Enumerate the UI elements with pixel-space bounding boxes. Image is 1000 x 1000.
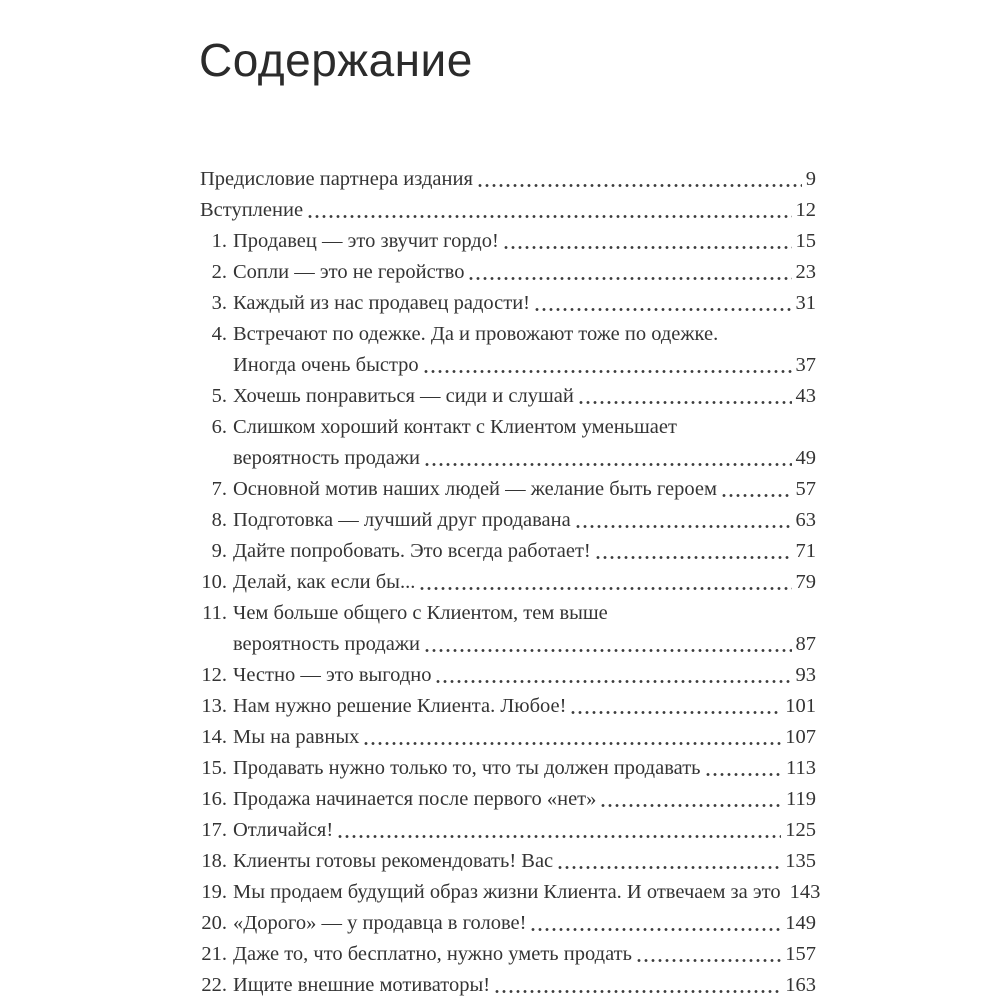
toc-entry: [200, 288, 816, 319]
toc-entry: [200, 536, 816, 567]
entry-page-number: 63: [795, 509, 816, 531]
entry-number: 21.: [201, 943, 227, 965]
entry-number: 1.: [211, 230, 227, 252]
entry-last-line: [233, 908, 816, 939]
entry-content: [233, 319, 816, 381]
entry-content: [233, 598, 816, 660]
dot-leader: [535, 288, 791, 319]
entry-last-line: [233, 877, 821, 908]
entry-last-line: [233, 629, 816, 660]
entry-content: [200, 195, 816, 226]
entry-page-number: 143: [789, 881, 821, 903]
dot-leader: [576, 505, 792, 536]
dot-leader: [558, 846, 781, 877]
entry-title-line: Чем больше общего с Клиентом, тем выше: [233, 602, 608, 624]
entry-content: [233, 846, 816, 877]
entry-number: 4.: [211, 323, 227, 345]
toc-entry: [200, 877, 821, 908]
dot-leader: [637, 939, 781, 970]
entry-title: «Дорого» — у продавца в голове!: [233, 912, 527, 934]
entry-last-line: [200, 164, 816, 195]
entry-title: Нам нужно решение Клиента. Любое!: [233, 695, 567, 717]
toc-entry: [200, 815, 816, 846]
entry-number: 20.: [201, 912, 227, 934]
entry-last-line: [233, 846, 816, 877]
entry-content: [233, 505, 816, 536]
dot-leader: [425, 629, 792, 660]
entry-number: 14.: [201, 726, 227, 748]
dot-leader: [504, 226, 792, 257]
toc-entry: [200, 970, 816, 1000]
entry-last-line: [233, 939, 816, 970]
entry-last-line: [233, 257, 816, 288]
entry-number: 2.: [211, 261, 227, 283]
toc-entry: [200, 722, 816, 753]
entry-number: 3.: [211, 292, 227, 314]
entry-page-number: 9: [805, 168, 816, 190]
toc-entry: [200, 505, 816, 536]
entry-title: Продавать нужно только то, что ты должен продавать: [233, 757, 701, 779]
entry-number: 19.: [201, 881, 227, 903]
toc-entry: [200, 691, 816, 722]
entry-content: [233, 226, 816, 257]
dot-leader: [571, 691, 781, 722]
toc-entry: [200, 784, 816, 815]
entry-number: 22.: [201, 974, 227, 996]
entry-content: [233, 412, 816, 474]
entry-page-number: 31: [795, 292, 816, 314]
entry-number: 5.: [211, 385, 227, 407]
entry-content: [233, 939, 816, 970]
entry-title: Ищите внешние мотиваторы!: [233, 974, 491, 996]
entry-last-line: [233, 660, 816, 691]
entry-last-line: [233, 691, 816, 722]
entry-title: Мы на равных: [233, 726, 360, 748]
entry-last-line: [233, 505, 816, 536]
entry-content: [233, 536, 816, 567]
entry-title: Продавец — это звучит гордо!: [233, 230, 499, 252]
entry-title: вероятность продажи: [233, 633, 420, 655]
entry-content: [233, 381, 816, 412]
entry-page-number: 113: [786, 757, 816, 779]
entry-title: Основной мотив наших людей — желание быть героем: [233, 478, 717, 500]
toc-list: [200, 164, 821, 1000]
dot-leader: [478, 164, 802, 195]
entry-title: Вступление: [200, 199, 304, 221]
entry-page-number: 57: [795, 478, 816, 500]
entry-title: Продажа начинается после первого «нет»: [233, 788, 597, 810]
entry-last-line: [233, 722, 816, 753]
dot-leader: [308, 195, 791, 226]
entry-content: [233, 691, 816, 722]
entry-page-number: 149: [785, 912, 816, 934]
entry-page-number: 101: [785, 695, 816, 717]
entry-page-number: 37: [795, 354, 816, 376]
entry-title-line: Встречают по одежке. Да и провожают тоже по одежке.: [233, 323, 719, 345]
toc-entry: [200, 412, 816, 474]
entry-page-number: 23: [795, 261, 816, 283]
entry-title-line: Слишком хороший контакт с Клиентом уменьшает: [233, 416, 677, 438]
entry-last-line: [233, 381, 816, 412]
toc-entry: [200, 164, 816, 195]
toc-entry: [200, 846, 816, 877]
toc-entry: [200, 257, 816, 288]
entry-content: [233, 877, 821, 908]
entry-page-number: 157: [785, 943, 816, 965]
toc-entry: [200, 753, 816, 784]
entry-last-line: [233, 536, 816, 567]
entry-number: 13.: [201, 695, 227, 717]
entry-page-number: 119: [786, 788, 816, 810]
entry-page-number: 93: [795, 664, 816, 686]
entry-title: Иногда очень быстро: [233, 354, 419, 376]
dot-leader: [338, 815, 781, 846]
entry-content: [233, 815, 816, 846]
entry-page-number: 79: [795, 571, 816, 593]
dot-leader: [364, 722, 781, 753]
toc-entry: [200, 474, 816, 505]
entry-title: Предисловие партнера издания: [200, 168, 473, 190]
dot-leader: [469, 257, 791, 288]
entry-page-number: 107: [785, 726, 816, 748]
entry-page-number: 49: [795, 447, 816, 469]
entry-number: 18.: [201, 850, 227, 872]
entry-content: [233, 784, 816, 815]
toc-entry: [200, 381, 816, 412]
entry-content: [233, 753, 816, 784]
entry-title: вероятность продажи: [233, 447, 420, 469]
entry-last-line: [233, 815, 816, 846]
entry-content: [233, 722, 816, 753]
entry-title: Делай, как если бы...: [233, 571, 416, 593]
toc-entry: [200, 319, 816, 381]
dot-leader: [424, 350, 792, 381]
entry-page-number: 135: [785, 850, 816, 872]
entry-last-line: [233, 350, 816, 381]
entry-number: 6.: [211, 416, 227, 438]
dot-leader: [420, 567, 791, 598]
entry-content: [233, 660, 816, 691]
dot-leader: [706, 753, 783, 784]
toc-entry: [200, 567, 816, 598]
entry-number: 10.: [201, 571, 227, 593]
entry-title: Каждый из нас продавец радости!: [233, 292, 531, 314]
entry-last-line: [233, 288, 816, 319]
entry-last-line: [233, 753, 816, 784]
entry-last-line: [233, 443, 816, 474]
page-title: Содержание: [199, 34, 473, 86]
dot-leader: [425, 443, 792, 474]
entry-content: [233, 908, 816, 939]
entry-number: 7.: [211, 478, 227, 500]
entry-content: [233, 257, 816, 288]
entry-number: 17.: [201, 819, 227, 841]
dot-leader: [495, 970, 781, 1000]
entry-content: [233, 970, 816, 1000]
entry-page-number: 87: [795, 633, 816, 655]
entry-title: Даже то, что бесплатно, нужно уметь продать: [233, 943, 632, 965]
entry-last-line: [233, 970, 816, 1000]
entry-title: Дайте попробовать. Это всегда работает!: [233, 540, 591, 562]
toc-entry: [200, 226, 816, 257]
toc-entry: [200, 908, 816, 939]
entry-title: Отличайся!: [233, 819, 334, 841]
entry-last-line: [233, 784, 816, 815]
entry-title: Мы продаем будущий образ жизни Клиента. И отвечаем за это: [233, 881, 781, 903]
entry-page-number: 43: [795, 385, 816, 407]
toc-entry: [200, 598, 816, 660]
entry-content: [233, 567, 816, 598]
entry-title: Подготовка — лучший друг продавана: [233, 509, 571, 531]
entry-title: Клиенты готовы рекомендовать! Вас: [233, 850, 554, 872]
toc-entry: [200, 939, 816, 970]
dot-leader: [579, 381, 792, 412]
entry-page-number: 125: [785, 819, 816, 841]
entry-number: 12.: [201, 664, 227, 686]
entry-content: [200, 164, 816, 195]
entry-page-number: 15: [795, 230, 816, 252]
entry-number: 15.: [201, 757, 227, 779]
entry-number: 16.: [201, 788, 227, 810]
entry-content: [233, 288, 816, 319]
dot-leader: [722, 474, 792, 505]
toc-entry: [200, 660, 816, 691]
dot-leader: [436, 660, 791, 691]
entry-number: 8.: [211, 509, 227, 531]
entry-title: Сопли — это не геройство: [233, 261, 465, 283]
entry-page-number: 12: [795, 199, 816, 221]
entry-last-line: [200, 195, 816, 226]
dot-leader: [601, 784, 782, 815]
dot-leader: [531, 908, 781, 939]
entry-last-line: [233, 567, 816, 598]
toc-entry: [200, 195, 816, 226]
entry-last-line: [233, 226, 816, 257]
entry-last-line: [233, 474, 816, 505]
entry-page-number: 163: [785, 974, 816, 996]
entry-content: [233, 474, 816, 505]
entry-number: 9.: [211, 540, 227, 562]
entry-page-number: 71: [795, 540, 816, 562]
entry-title: Хочешь понравиться — сиди и слушай: [233, 385, 574, 407]
entry-number: 11.: [202, 602, 227, 624]
entry-title: Честно — это выгодно: [233, 664, 432, 686]
dot-leader: [596, 536, 792, 567]
